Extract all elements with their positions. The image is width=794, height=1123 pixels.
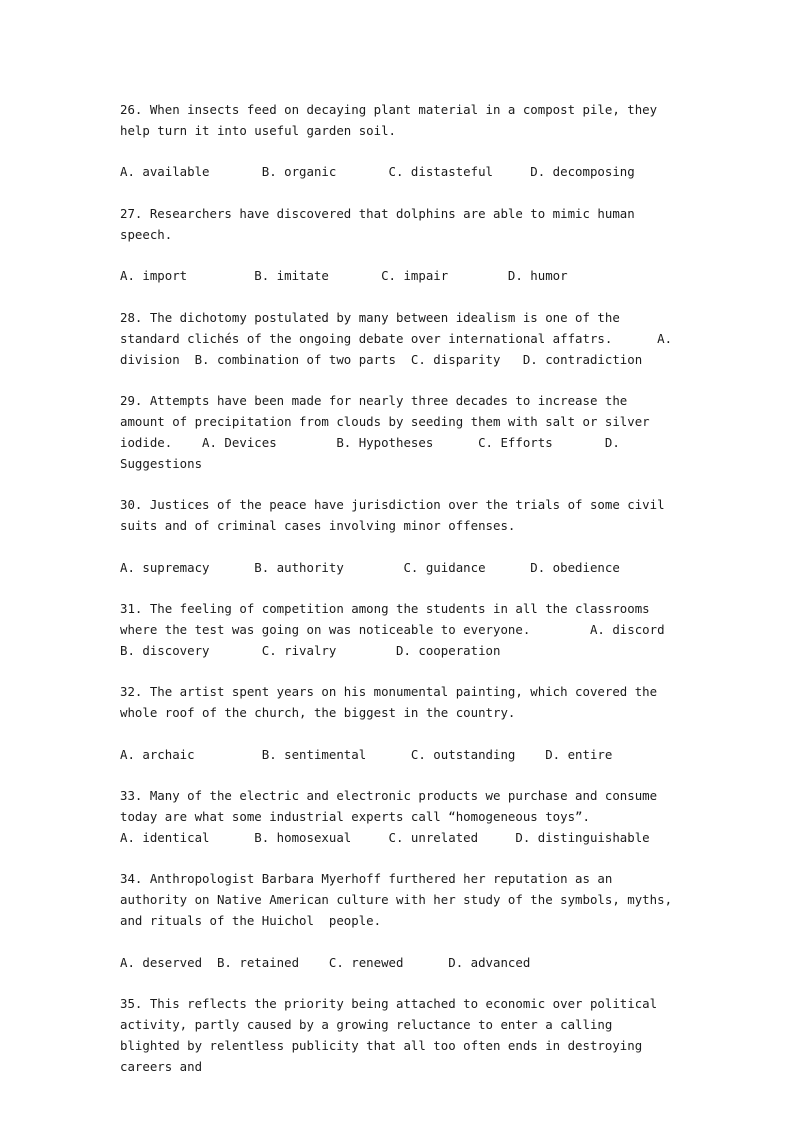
options-30: A. supremacy B. authority C. guidance D. obedience: [120, 559, 620, 575]
question-30: 30. Justices of the peace have jurisdiction over the trials of some civil suits and of criminal cases involving minor offenses.: [120, 497, 673, 533]
question-33: 33. Many of the electric and electronic products we purchase and consume today are what some industrial experts call “homogeneous toys”. A. identical B. homosexual C. unrelated D. distinguishable: [120, 788, 665, 845]
question-28: 28. The dichotomy postulated by many between idealism is one of the standard clichés of the ongoing debate over international affatrs. A. division B. combination of two parts C. disparity D. contradiction: [120, 309, 680, 367]
question-31: 31. The feeling of competition among the students in all the classrooms where the test was going on was noticeable to everyone. A. discord B. discovery C. rivalry D. cooperation: [120, 601, 725, 658]
document-page: [120, 100, 725, 1098]
options-27: A. import B. imitate C. impair D. humor: [120, 268, 568, 284]
options-32: A. archaic B. sentimental C. outstanding D. entire: [120, 746, 613, 762]
question-32: 32. The artist spent years on his monumental painting, which covered the whole roof of the church, the biggest in the country.: [120, 684, 665, 721]
question-35: 35. This reflects the priority being attached to economic over political activity, partly caused by a growing reluctance to enter a calling blighted by relentless publicity that all too often ends in destroying careers and: [120, 996, 665, 1074]
question-29: 29. Attempts have been made for nearly three decades to increase the amount of precipitation from clouds by seeding them with salt or silver iodide. A. Devices B. Hypotheses C. Efforts D. Suggestions: [120, 393, 658, 471]
question-26: 26. When insects feed on decaying plant material in a compost pile, they help turn it into useful garden soil.: [120, 102, 665, 138]
options-34: A. deserved B. retained C. renewed D. advanced: [120, 954, 531, 970]
question-27: 27. Researchers have discovered that dolphins are able to mimic human speech.: [120, 205, 643, 242]
question-34: 34. Anthropologist Barbara Myerhoff furthered her reputation as an authority on Native American culture with her study of the symbols, myths, and rituals of the Huichol people.: [120, 871, 680, 929]
options-26: A. available B. organic C. distasteful D. decomposing: [120, 164, 635, 180]
